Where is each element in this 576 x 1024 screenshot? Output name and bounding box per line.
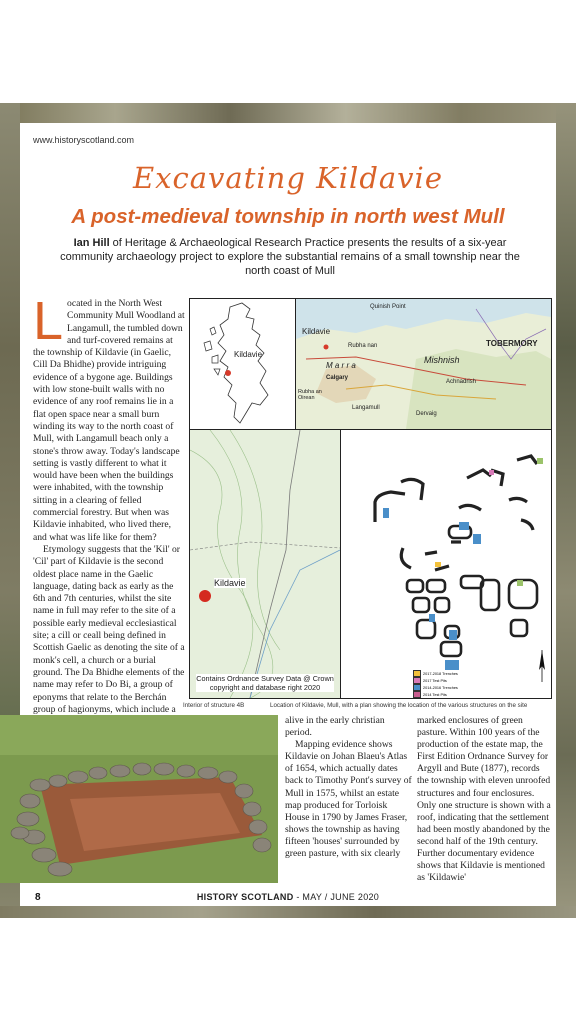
os-map-label: Kildavie bbox=[214, 578, 246, 588]
north-mull-map bbox=[296, 299, 551, 430]
legend-label: 2017-2018 Trenches bbox=[423, 671, 458, 676]
body-column-1 bbox=[33, 291, 185, 728]
legend-swatch bbox=[413, 684, 421, 691]
uk-map-label: Kildavie bbox=[234, 350, 263, 359]
scotland-outline-map bbox=[190, 299, 296, 430]
map-label-calgary: Calgary bbox=[326, 375, 349, 381]
paragraph-4: Mapping evidence shows Kildavie on Johan Blaeu's Atlas of 1654, which actually dates back to Timothy Pont's survey of Mull in 1575, whilst an estate map produced for Torloisk House in 1790 by James Fraser, shows the township as having fifteen 'houses' surrounded by green pasture, with six clearly bbox=[285, 739, 412, 860]
page-number: 8 bbox=[35, 892, 41, 903]
map-label-mishnish: Mishnish bbox=[424, 355, 460, 365]
background-bottom-photo bbox=[0, 906, 576, 918]
issue-date: - MAY / JUNE 2020 bbox=[293, 892, 380, 902]
standfirst-text: of Heritage & Archaeological Research Practice presents the results of a six-year community archaeology project to explore the substantial remains of a small township near the north coast of Mull bbox=[60, 237, 520, 277]
background-right-photo bbox=[556, 103, 576, 918]
magazine-page bbox=[20, 123, 556, 906]
paragraph-3: alive in the early christian period. bbox=[285, 715, 385, 739]
legend-label: 2014 Test Pits bbox=[423, 692, 447, 697]
map-label-marra: M a r r a bbox=[326, 361, 356, 370]
legend-item bbox=[413, 670, 473, 677]
legend-swatch bbox=[413, 670, 421, 677]
map-label-rubha: Rubha nan bbox=[348, 343, 378, 349]
background-top-photo bbox=[0, 103, 576, 123]
ordnance-survey-map bbox=[190, 430, 341, 698]
body-column-3 bbox=[417, 715, 551, 884]
map-label-rubha-oirean: Rubha an Oirean bbox=[298, 389, 322, 401]
article-title: Excavating Kildavie bbox=[132, 161, 443, 195]
legend-item bbox=[413, 677, 473, 684]
location-map-figure bbox=[189, 298, 552, 699]
paragraph-5: marked enclosures of green pasture. Within 100 years of the production of the estate map, the First Edition Ordnance Survey for Argyll and Bute (1877), records the township with eleven unroofed structures and four enclosures. Only one structure is shown with a roof, indicating that the settlement had been mostly abandoned by the second half of the 19th century. Further documentary evidence shows that Kildavie is mentioned as 'Kildawie' bbox=[417, 715, 551, 884]
map-label-quinish: Quinish Point bbox=[370, 304, 406, 310]
paragraph-2: Etymology suggests that the 'Kil' or 'Cil' part of Kildavie is the second oldest place name in the Gaelic language, dating back as early as the 6th and 7th centuries, whilst the site name in full may refer to the site of a possible early medieval ecclesiastical site; a cill or ceall being defined in Scottish Gaelic as denoting the site of a monk's cell, a church or a burial ground. The Da Bhidhe elements of the name may refer to Do Bi, a group of eponyms that relate to the Berchán group of hagionyms, which include a bbox=[33, 543, 185, 715]
website-url: www.historyscotland.com bbox=[33, 135, 135, 145]
body-column-2 bbox=[285, 715, 412, 860]
legend-swatch bbox=[413, 677, 421, 684]
standfirst bbox=[60, 236, 520, 278]
legend-label: 2017 Test Pits bbox=[423, 678, 447, 683]
paragraph-1: ocated in the North West Community Mull Woodland at Langamull, the tumbled down and turf-covered remains at the township of Kildavie (in Gaelic, Cill Da Bhidhe) provide intriguing evidence of a bygone age. Buildings with low stone-built walls with no evidence of any roof remains lie in a flat open space near a small burn winding its way to the north coast of Mull, with Langamull beach only a stone's throw away. Today's landscape setting is vastly different to what it would have been when the buildings were inhabited, with the township sitting in a clearing of felled commercial forestry. But when was Kildavie inhabited, who lived there, and what was life like for them? bbox=[33, 298, 185, 543]
legend-label: 2014-2016 Trenches bbox=[423, 685, 458, 690]
legend-item bbox=[413, 684, 473, 691]
map-label-dervaig: Dervaig bbox=[416, 411, 437, 417]
map-label-tobermory: TOBERMORY bbox=[486, 339, 538, 348]
structure-4b-photo bbox=[0, 715, 278, 883]
author-name: Ian Hill bbox=[73, 237, 110, 249]
legend-item bbox=[413, 691, 473, 698]
map-label-langamull: Langamull bbox=[352, 405, 380, 411]
site-plan bbox=[341, 430, 551, 698]
article-subtitle: A post-medieval township in north west Mull bbox=[71, 205, 505, 228]
map-label-kildavie-top: Kildavie bbox=[302, 327, 331, 336]
magazine-name: HISTORY SCOTLAND bbox=[196, 892, 294, 902]
running-footer bbox=[20, 892, 556, 902]
plan-legend bbox=[413, 670, 473, 698]
map-caption: Location of Kildavie, Mull, with a plan showing the location of the various structures on the site bbox=[270, 702, 528, 709]
map-label-achnadrish: Achnadrish bbox=[446, 379, 477, 385]
photo-caption: Interior of structure 4B bbox=[183, 702, 245, 709]
legend-swatch bbox=[413, 691, 421, 698]
os-credit: Contains Ordnance Survey Data @ Crown copyright and database right 2020 bbox=[196, 674, 334, 692]
drop-cap: L bbox=[33, 291, 64, 351]
